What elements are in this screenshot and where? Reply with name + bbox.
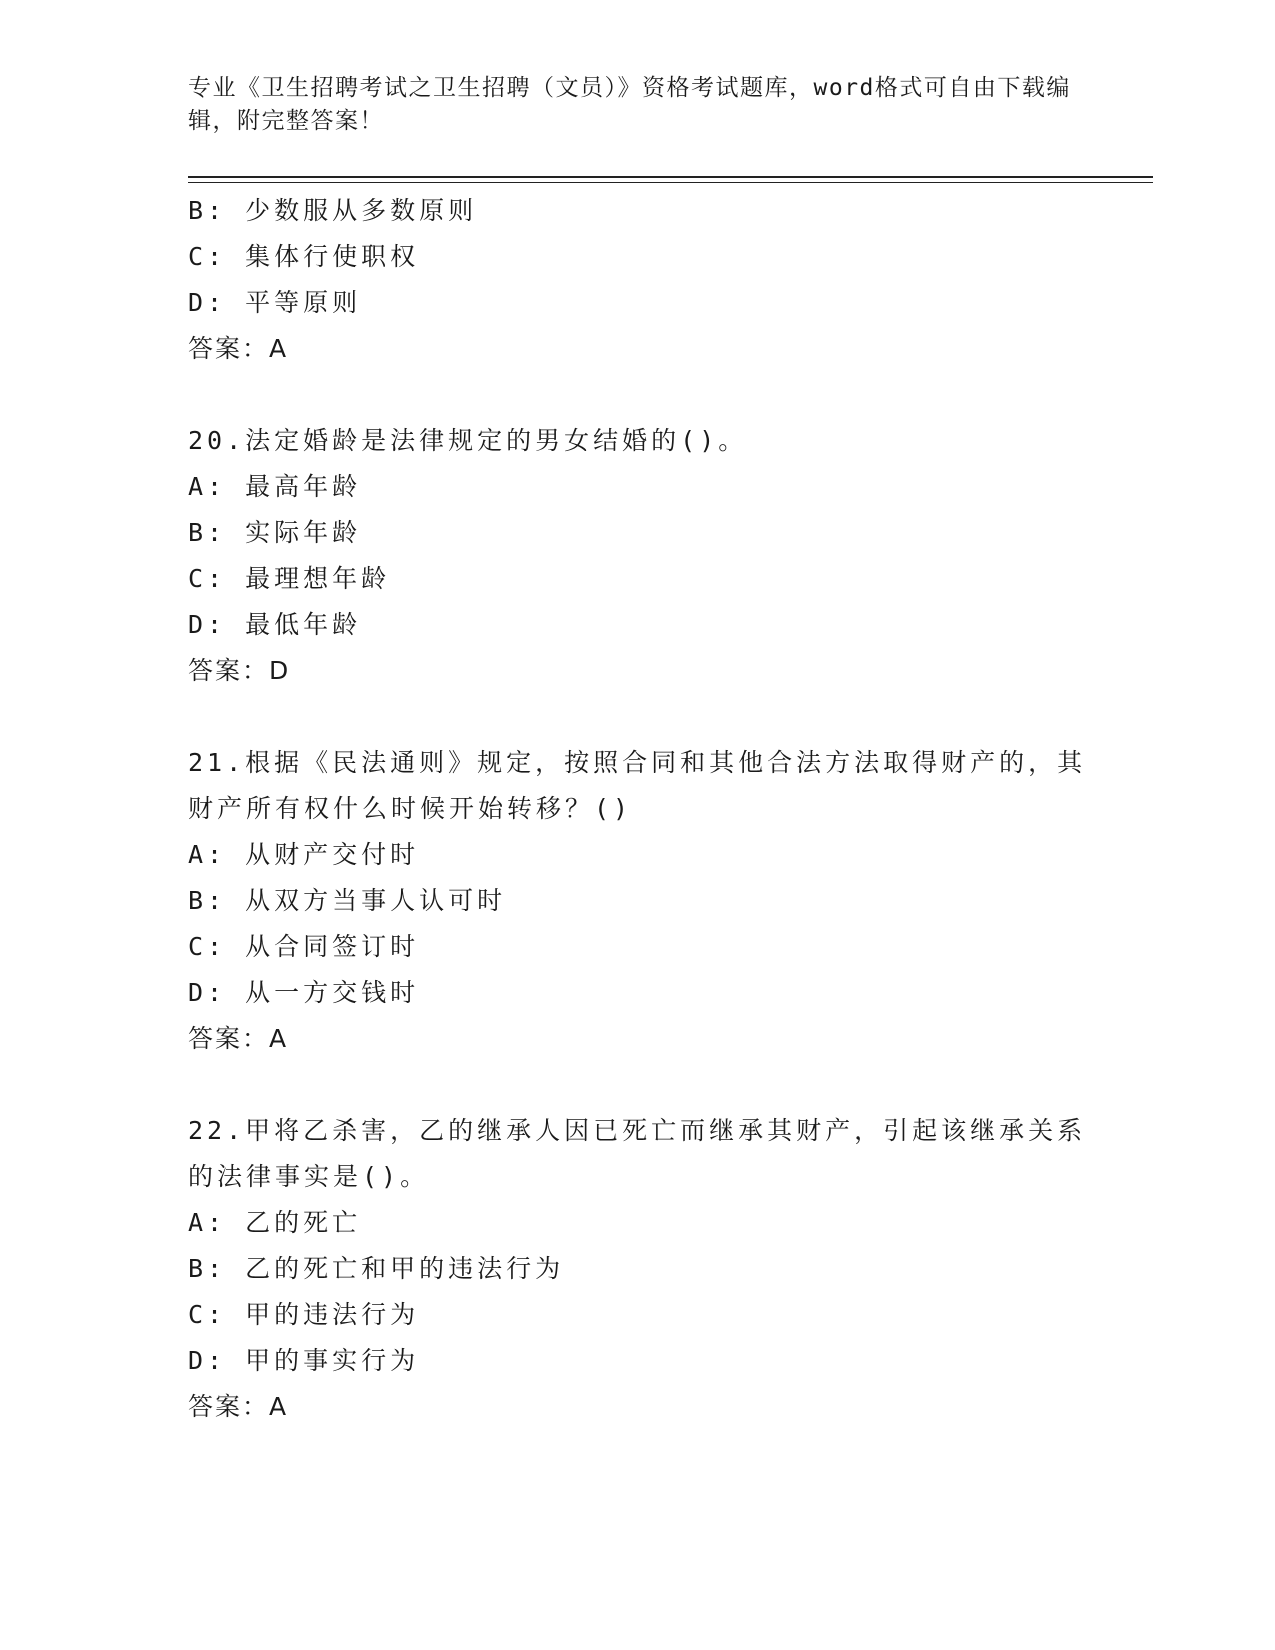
option-d: D: 平等原则 bbox=[188, 288, 362, 317]
option-c: C: 集体行使职权 bbox=[188, 242, 420, 271]
option-d: D: 最低年龄 bbox=[188, 610, 362, 639]
question-list bbox=[188, 188, 1088, 1430]
option-a: A: 最高年龄 bbox=[188, 472, 362, 501]
spacer bbox=[188, 372, 1088, 418]
option-b: B: 实际年龄 bbox=[188, 518, 362, 547]
option-b: B: 少数服从多数原则 bbox=[188, 196, 478, 225]
answer-line: 答案：A bbox=[188, 1024, 289, 1053]
spacer bbox=[188, 694, 1088, 740]
option-a: A: 从财产交付时 bbox=[188, 840, 420, 869]
question-text: 21.根据《民法通则》规定，按照合同和其他合法方法取得财产的，其财产所有权什么时候开始转移？() bbox=[188, 748, 1087, 823]
option-a: A: 乙的死亡 bbox=[188, 1208, 362, 1237]
document-header: 专业《卫生招聘考试之卫生招聘（文员）》资格考试题库，word格式可自由下载编辑，附完整答案！ bbox=[188, 75, 1071, 134]
option-c: C: 最理想年龄 bbox=[188, 564, 391, 593]
header-rule-thick bbox=[188, 176, 1153, 178]
answer-line: 答案：A bbox=[188, 1392, 289, 1421]
spacer bbox=[188, 1062, 1088, 1108]
question-text: 20.法定婚龄是法律规定的男女结婚的()。 bbox=[188, 426, 748, 455]
question-21 bbox=[188, 740, 1088, 1062]
question-22 bbox=[188, 1108, 1088, 1430]
answer-line: 答案：A bbox=[188, 334, 289, 363]
option-c: C: 甲的违法行为 bbox=[188, 1300, 420, 1329]
option-d: D: 从一方交钱时 bbox=[188, 978, 420, 1007]
header-rule-thin bbox=[188, 182, 1153, 183]
option-c: C: 从合同签订时 bbox=[188, 932, 420, 961]
option-d: D: 甲的事实行为 bbox=[188, 1346, 420, 1375]
answer-line: 答案：D bbox=[188, 656, 291, 685]
question-text: 22.甲将乙杀害，乙的继承人因已死亡而继承其财产，引起该继承关系的法律事实是()。 bbox=[188, 1116, 1087, 1191]
option-b: B: 乙的死亡和甲的违法行为 bbox=[188, 1254, 565, 1283]
question-19-tail bbox=[188, 188, 1088, 372]
question-20 bbox=[188, 418, 1088, 694]
option-b: B: 从双方当事人认可时 bbox=[188, 886, 507, 915]
